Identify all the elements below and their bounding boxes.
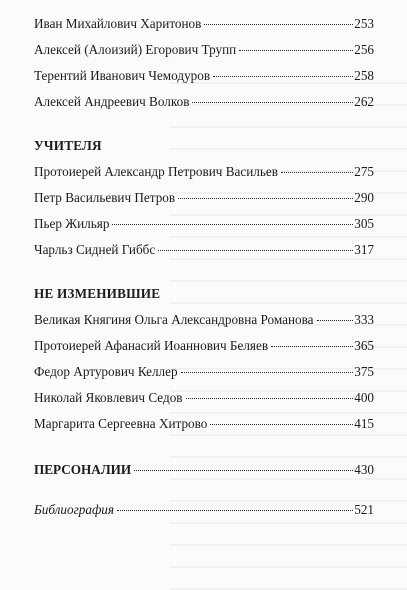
dot-leader <box>117 510 353 511</box>
dot-leader <box>178 198 353 199</box>
toc-entry-page: 290 <box>354 190 374 205</box>
toc-entry <box>34 364 374 380</box>
toc-entry <box>34 338 374 354</box>
toc-entry <box>34 16 374 32</box>
toc-entry <box>34 42 374 58</box>
toc-entry-page: 275 <box>354 164 374 179</box>
toc-entry-title: Федор Артурович Келлер <box>34 364 178 379</box>
toc-entry-page: 305 <box>354 216 374 231</box>
toc-entry-title: Протоиерей Александр Петрович Васильев <box>34 164 278 179</box>
dot-leader <box>204 24 353 25</box>
toc-entry <box>34 312 374 328</box>
dot-leader <box>213 76 353 77</box>
toc-entry-title: Петр Васильевич Петров <box>34 190 176 205</box>
toc-entry-title: ПЕРСОНАЛИИ <box>34 462 132 477</box>
toc-entry-page: 365 <box>354 338 374 353</box>
toc-entry-title: Пьер Жильяр <box>34 216 110 231</box>
section-heading: УЧИТЕЛЯ <box>34 138 102 153</box>
toc-entry-title: Протоиерей Афанасий Иоаннович Беляев <box>34 338 269 353</box>
toc-entry-title: Библиография <box>34 502 115 517</box>
toc-entry-bibliography <box>34 502 374 518</box>
toc-entry-page: 258 <box>354 68 374 83</box>
toc-entry-page: 521 <box>354 502 374 517</box>
dot-leader <box>317 320 354 321</box>
toc-entry-title: Чарльз Сидней Гиббс <box>34 242 156 257</box>
toc-entry <box>34 190 374 206</box>
toc-group-servants <box>34 16 374 110</box>
toc-entry-title: Иван Михайлович Харитонов <box>34 16 202 31</box>
toc-entry-title: Алексей (Алоизий) Егорович Трупп <box>34 42 237 57</box>
dot-leader <box>158 250 353 251</box>
toc-group-teachers <box>34 138 374 258</box>
dot-leader <box>271 346 353 347</box>
dot-leader <box>239 50 353 51</box>
toc-entry-page: 375 <box>354 364 374 379</box>
toc-entry-page: 430 <box>354 462 374 477</box>
toc-entry-title: Великая Княгиня Ольга Александровна Романова <box>34 312 314 327</box>
toc-entry-title: Маргарита Сергеевна Хитрово <box>34 416 208 431</box>
toc-entry <box>34 416 374 432</box>
toc-entry-page: 415 <box>354 416 374 431</box>
toc-group-not-changed <box>34 286 374 432</box>
toc-entry-page: 256 <box>354 42 374 57</box>
toc-entry <box>34 216 374 232</box>
dot-leader <box>186 398 354 399</box>
section-heading: НЕ ИЗМЕНИВШИЕ <box>34 286 161 301</box>
dot-leader <box>210 424 353 425</box>
toc-entry-page: 317 <box>354 242 374 257</box>
toc-entry-title: Терентий Иванович Чемодуров <box>34 68 211 83</box>
dot-leader <box>181 372 354 373</box>
toc-entry-page: 262 <box>354 94 374 109</box>
toc-entry-title: Алексей Андреевич Волков <box>34 94 190 109</box>
toc-entry <box>34 390 374 406</box>
toc-entry-title: Николай Яковлевич Седов <box>34 390 183 405</box>
toc-entry <box>34 164 374 180</box>
toc-entry-page: 400 <box>354 390 374 405</box>
dot-leader <box>281 172 353 173</box>
toc-entry-page: 333 <box>354 312 374 327</box>
toc-entry-page: 253 <box>354 16 374 31</box>
table-of-contents <box>34 16 374 528</box>
dot-leader <box>112 224 353 225</box>
toc-entry <box>34 242 374 258</box>
toc-entry-personalii <box>34 462 374 478</box>
dot-leader <box>192 102 353 103</box>
dot-leader <box>134 470 353 471</box>
toc-entry <box>34 94 374 110</box>
toc-entry <box>34 68 374 84</box>
